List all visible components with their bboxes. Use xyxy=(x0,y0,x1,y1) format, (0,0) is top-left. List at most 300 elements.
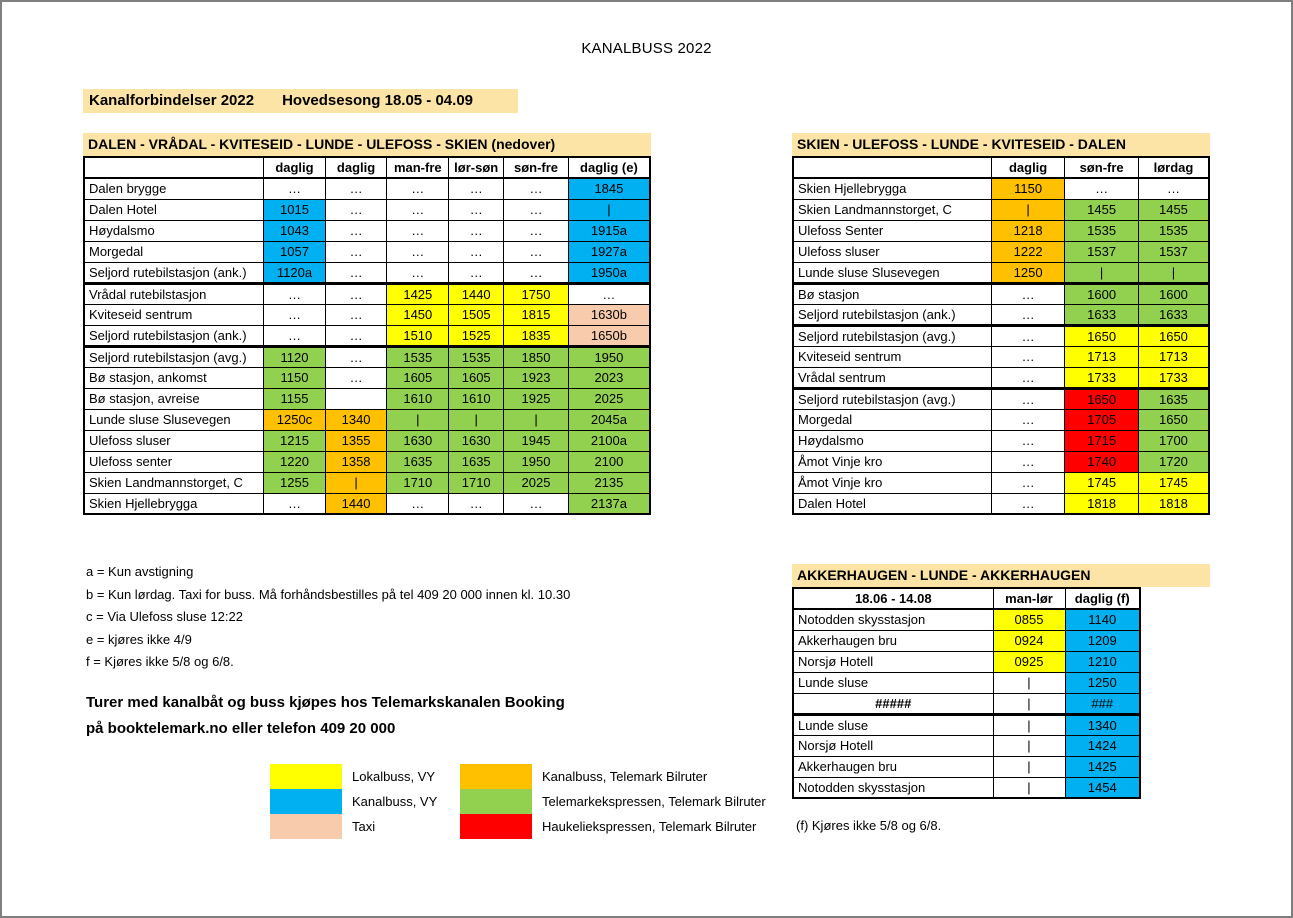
time-cell: 0925 xyxy=(993,651,1065,672)
timetable-up xyxy=(792,156,1210,515)
time-cell: ### xyxy=(1065,693,1140,714)
time-cell: 1440 xyxy=(449,283,504,304)
time-cell: | xyxy=(991,199,1064,220)
time-cell: 1425 xyxy=(1065,756,1140,777)
time-cell: … xyxy=(449,199,504,220)
timetable-row xyxy=(793,241,1209,262)
time-cell: | xyxy=(993,756,1065,777)
time-cell: … xyxy=(325,241,387,262)
timetable-down xyxy=(83,156,651,515)
timetable-row xyxy=(793,199,1209,220)
station-cell: Dalen brygge xyxy=(84,178,264,199)
time-cell: 1535 xyxy=(387,346,449,367)
time-cell: 1915a xyxy=(568,220,650,241)
time-cell: … xyxy=(991,388,1064,409)
time-cell: 1630b xyxy=(568,304,650,325)
time-cell: | xyxy=(993,735,1065,756)
time-cell: … xyxy=(325,262,387,283)
time-cell: … xyxy=(325,325,387,346)
time-cell: 1215 xyxy=(264,430,326,451)
time-cell: 1705 xyxy=(1065,409,1139,430)
timetable-akkerhaugen-block xyxy=(792,564,1210,799)
time-cell: 1635 xyxy=(449,451,504,472)
legend-column-1 xyxy=(270,764,437,839)
time-cell: 1633 xyxy=(1065,304,1139,325)
time-cell: … xyxy=(504,220,569,241)
station-cell: Ulefoss Senter xyxy=(793,220,991,241)
time-cell: … xyxy=(991,304,1064,325)
legend-label: Telemarkekspressen, Telemark Bilruter xyxy=(542,794,766,809)
station-cell: Høydalsmo xyxy=(84,220,264,241)
timetable-row xyxy=(793,178,1209,199)
time-cell: 1750 xyxy=(504,283,569,304)
station-cell: Høydalsmo xyxy=(793,430,991,451)
time-cell: | xyxy=(387,409,449,430)
timetable-row xyxy=(84,367,650,388)
station-cell: Vrådal sentrum xyxy=(793,367,991,388)
column-header: daglig xyxy=(264,157,326,178)
time-cell: 1635 xyxy=(1138,388,1209,409)
time-cell: 1713 xyxy=(1138,346,1209,367)
time-cell: 1440 xyxy=(325,493,387,514)
station-cell: Morgedal xyxy=(84,241,264,262)
legend-label: Haukeliekspressen, Telemark Bilruter xyxy=(542,819,757,834)
legend-item xyxy=(270,764,437,789)
time-cell: 1455 xyxy=(1065,199,1139,220)
timetable-row xyxy=(793,325,1209,346)
time-cell: 1630 xyxy=(449,430,504,451)
akkerhaugen-footnote: (f) Kjøres ikke 5/8 og 6/8. xyxy=(796,818,942,833)
time-cell: 1923 xyxy=(504,367,569,388)
timetable-row xyxy=(793,262,1209,283)
time-cell: 1057 xyxy=(264,241,326,262)
booking-line-1: Turer med kanalbåt og buss kjøpes hos Telemarkskanalen Booking xyxy=(86,694,565,711)
column-header: man-lør xyxy=(993,588,1065,609)
time-cell: 1155 xyxy=(264,388,326,409)
time-cell: 1945 xyxy=(504,430,569,451)
legend-item xyxy=(460,764,766,789)
time-cell: 1710 xyxy=(449,472,504,493)
time-cell: | xyxy=(993,693,1065,714)
time-cell: … xyxy=(387,262,449,283)
timetable-row xyxy=(84,178,650,199)
time-cell: 1650 xyxy=(1065,325,1139,346)
timetable-row xyxy=(84,388,650,409)
station-cell: Dalen Hotel xyxy=(793,493,991,514)
time-cell: 1925 xyxy=(504,388,569,409)
time-cell: 1818 xyxy=(1138,493,1209,514)
footnotes xyxy=(86,561,570,674)
time-cell: 2137a xyxy=(568,493,650,514)
time-cell: 1455 xyxy=(1138,199,1209,220)
station-cell: ##### xyxy=(793,693,993,714)
timetable-row xyxy=(793,735,1140,756)
time-cell: … xyxy=(325,220,387,241)
station-cell: Bø stasjon, ankomst xyxy=(84,367,264,388)
timetable-row xyxy=(793,430,1209,451)
time-cell: 1605 xyxy=(387,367,449,388)
station-cell: Notodden skysstasjon xyxy=(793,777,993,798)
timetable-row xyxy=(793,777,1140,798)
time-cell: 1635 xyxy=(387,451,449,472)
timetable-akkerhaugen-title: AKKERHAUGEN - LUNDE - AKKERHAUGEN xyxy=(792,564,1210,587)
season-header-right: Hovedsesong 18.05 - 04.09 xyxy=(282,92,474,109)
time-cell: | xyxy=(325,472,387,493)
time-cell: 1700 xyxy=(1138,430,1209,451)
footnote-line: c = Via Ulefoss sluse 12:22 xyxy=(86,609,243,624)
time-cell: … xyxy=(387,178,449,199)
column-header: daglig xyxy=(325,157,387,178)
time-cell: … xyxy=(991,325,1064,346)
time-cell: 2023 xyxy=(568,367,650,388)
station-cell: Seljord rutebilstasjon (ank.) xyxy=(84,325,264,346)
time-cell: 2025 xyxy=(568,388,650,409)
time-cell: 1454 xyxy=(1065,777,1140,798)
station-cell: Seljord rutebilstasjon (ank.) xyxy=(793,304,991,325)
timetable-row xyxy=(84,346,650,367)
timetable-row xyxy=(793,304,1209,325)
time-cell: 1358 xyxy=(325,451,387,472)
station-cell: Seljord rutebilstasjon (avg.) xyxy=(793,388,991,409)
time-cell: 1650 xyxy=(1138,325,1209,346)
booking-info xyxy=(86,690,565,742)
timetable-down-block xyxy=(83,133,651,515)
time-cell: 1250 xyxy=(991,262,1064,283)
station-cell: Lunde sluse xyxy=(793,672,993,693)
time-cell: 0924 xyxy=(993,630,1065,651)
legend-item xyxy=(460,814,766,839)
timetable-row xyxy=(793,346,1209,367)
time-cell: 1425 xyxy=(387,283,449,304)
time-cell: … xyxy=(264,178,326,199)
booking-line-2: på booktelemark.no eller telefon 409 20 000 xyxy=(86,720,396,737)
time-cell: 1950a xyxy=(568,262,650,283)
time-cell: 0855 xyxy=(993,609,1065,630)
timetable-row xyxy=(793,493,1209,514)
station-cell: Morgedal xyxy=(793,409,991,430)
time-cell: … xyxy=(449,262,504,283)
time-cell: 1815 xyxy=(504,304,569,325)
time-cell: … xyxy=(504,262,569,283)
time-cell: … xyxy=(991,346,1064,367)
time-cell: 1650 xyxy=(1065,388,1139,409)
time-cell: 1120a xyxy=(264,262,326,283)
peach-swatch-icon xyxy=(270,814,342,839)
time-cell: 2135 xyxy=(568,472,650,493)
column-header xyxy=(84,157,264,178)
time-cell: 1450 xyxy=(387,304,449,325)
time-cell: 1222 xyxy=(991,241,1064,262)
time-cell: 1605 xyxy=(449,367,504,388)
timetable-row xyxy=(793,672,1140,693)
footnote-line: f = Kjøres ikke 5/8 og 6/8. xyxy=(86,654,234,669)
time-cell: … xyxy=(991,283,1064,304)
timetable-row xyxy=(793,388,1209,409)
time-cell: 1250c xyxy=(264,409,326,430)
column-header: søn-fre xyxy=(1065,157,1139,178)
station-cell: Bø stasjon, avreise xyxy=(84,388,264,409)
yellow-swatch-icon xyxy=(270,764,342,789)
legend-item xyxy=(270,789,437,814)
timetable-up-title: SKIEN - ULEFOSS - LUNDE - KVITESEID - DALEN xyxy=(792,133,1210,156)
time-cell: 1818 xyxy=(1065,493,1139,514)
column-header: daglig xyxy=(991,157,1064,178)
footnote-line: a = Kun avstigning xyxy=(86,564,194,579)
time-cell: … xyxy=(325,199,387,220)
time-cell: … xyxy=(387,493,449,514)
time-cell: | xyxy=(568,199,650,220)
time-cell: … xyxy=(1138,178,1209,199)
time-cell: … xyxy=(449,241,504,262)
time-cell: 1710 xyxy=(387,472,449,493)
time-cell: … xyxy=(387,241,449,262)
legend-label: Taxi xyxy=(352,819,376,834)
time-cell: 2025 xyxy=(504,472,569,493)
time-cell: … xyxy=(325,304,387,325)
station-cell: Kviteseid sentrum xyxy=(793,346,991,367)
station-cell: Lunde sluse xyxy=(793,714,993,735)
station-cell: Vrådal rutebilstasjon xyxy=(84,283,264,304)
orange-swatch-icon xyxy=(460,764,532,789)
time-cell: 1535 xyxy=(1065,220,1139,241)
time-cell: 1745 xyxy=(1138,472,1209,493)
column-header xyxy=(793,157,991,178)
time-cell: 1505 xyxy=(449,304,504,325)
timetable-row xyxy=(84,304,650,325)
station-cell: Åmot Vinje kro xyxy=(793,472,991,493)
time-cell: 1740 xyxy=(1065,451,1139,472)
timetable-row xyxy=(84,241,650,262)
time-cell: 1630 xyxy=(387,430,449,451)
time-cell: 1150 xyxy=(264,367,326,388)
season-header-left: Kanalforbindelser 2022 xyxy=(89,92,255,109)
time-cell: 1255 xyxy=(264,472,326,493)
time-cell: 1340 xyxy=(325,409,387,430)
station-cell: Skien Landmannstorget, C xyxy=(793,199,991,220)
station-cell: Norsjø Hotell xyxy=(793,735,993,756)
time-cell: 1950 xyxy=(504,451,569,472)
time-cell: | xyxy=(1065,262,1139,283)
column-header: 18.06 - 14.08 xyxy=(793,588,993,609)
time-cell: … xyxy=(504,178,569,199)
legend-item xyxy=(270,814,437,839)
time-cell: … xyxy=(387,199,449,220)
time-cell: … xyxy=(449,178,504,199)
time-cell: … xyxy=(1065,178,1139,199)
green-swatch-icon xyxy=(460,789,532,814)
time-cell: | xyxy=(993,714,1065,735)
timetable-row xyxy=(84,199,650,220)
time-cell: … xyxy=(264,325,326,346)
time-cell: 1927a xyxy=(568,241,650,262)
timetable-row xyxy=(84,430,650,451)
time-cell: 1120 xyxy=(264,346,326,367)
footnote-line: b = Kun lørdag. Taxi for buss. Må forhåndsbestilles på tel 409 20 000 innen kl. 10.30 xyxy=(86,586,571,602)
legend-item xyxy=(460,789,766,814)
timetable-row xyxy=(793,756,1140,777)
time-cell: 1140 xyxy=(1065,609,1140,630)
timetable-row xyxy=(793,451,1209,472)
timetable-row xyxy=(84,493,650,514)
station-cell: Lunde sluse Slusevegen xyxy=(793,262,991,283)
station-cell: Dalen Hotel xyxy=(84,199,264,220)
time-cell: 1537 xyxy=(1065,241,1139,262)
time-cell: | xyxy=(504,409,569,430)
time-cell: | xyxy=(993,777,1065,798)
time-cell: 1713 xyxy=(1065,346,1139,367)
time-cell: … xyxy=(504,241,569,262)
time-cell: 1845 xyxy=(568,178,650,199)
time-cell: 1209 xyxy=(1065,630,1140,651)
time-cell: 1250 xyxy=(1065,672,1140,693)
time-cell: 1600 xyxy=(1138,283,1209,304)
time-cell: 1220 xyxy=(264,451,326,472)
station-cell: Ulefoss senter xyxy=(84,451,264,472)
time-cell: … xyxy=(387,220,449,241)
time-cell: … xyxy=(325,346,387,367)
time-cell: … xyxy=(325,367,387,388)
blue-swatch-icon xyxy=(270,789,342,814)
timetable-row xyxy=(793,693,1140,714)
time-cell: … xyxy=(991,409,1064,430)
timetable-row xyxy=(793,472,1209,493)
column-header: man-fre xyxy=(387,157,449,178)
legend-label: Kanalbuss, VY xyxy=(352,794,438,809)
time-cell: | xyxy=(449,409,504,430)
column-header: daglig (e) xyxy=(568,157,650,178)
time-cell: 1525 xyxy=(449,325,504,346)
time-cell: … xyxy=(991,493,1064,514)
time-cell: … xyxy=(325,283,387,304)
timetable-row xyxy=(84,472,650,493)
legend-column-2 xyxy=(460,764,766,839)
station-cell: Skien Hjellebrygga xyxy=(793,178,991,199)
timetable-row xyxy=(84,409,650,430)
time-cell: … xyxy=(568,283,650,304)
time-cell: … xyxy=(504,199,569,220)
station-cell: Norsjø Hotell xyxy=(793,651,993,672)
time-cell: 1610 xyxy=(387,388,449,409)
time-cell: 1340 xyxy=(1065,714,1140,735)
time-cell: 1633 xyxy=(1138,304,1209,325)
time-cell: … xyxy=(991,472,1064,493)
time-cell: | xyxy=(993,672,1065,693)
legend-label: Kanalbuss, Telemark Bilruter xyxy=(542,769,708,784)
time-cell: … xyxy=(264,304,326,325)
column-header: daglig (f) xyxy=(1065,588,1140,609)
timetable-row xyxy=(84,451,650,472)
time-cell: | xyxy=(1138,262,1209,283)
timetable-row xyxy=(793,609,1140,630)
timetable-down-title: DALEN - VRÅDAL - KVITESEID - LUNDE - ULEFOSS - SKIEN (nedover) xyxy=(83,133,651,156)
time-cell: … xyxy=(991,451,1064,472)
station-cell: Notodden skysstasjon xyxy=(793,609,993,630)
station-cell: Åmot Vinje kro xyxy=(793,451,991,472)
page-title: KANALBUSS 2022 xyxy=(581,40,712,57)
time-cell: 1218 xyxy=(991,220,1064,241)
legend-label: Lokalbuss, VY xyxy=(352,769,436,784)
station-cell: Ulefoss sluser xyxy=(793,241,991,262)
time-cell: … xyxy=(449,493,504,514)
time-cell: 1745 xyxy=(1065,472,1139,493)
time-cell: 1950 xyxy=(568,346,650,367)
time-cell: … xyxy=(449,220,504,241)
timetable-up-block xyxy=(792,133,1210,515)
time-cell: 1355 xyxy=(325,430,387,451)
time-cell: 1210 xyxy=(1065,651,1140,672)
time-cell: 1535 xyxy=(449,346,504,367)
station-cell: Bø stasjon xyxy=(793,283,991,304)
timetable-row xyxy=(84,283,650,304)
timetable-row xyxy=(84,325,650,346)
time-cell: 1850 xyxy=(504,346,569,367)
time-cell: 1733 xyxy=(1138,367,1209,388)
time-cell: … xyxy=(264,283,326,304)
station-cell: Seljord rutebilstasjon (avg.) xyxy=(793,325,991,346)
time-cell: 1600 xyxy=(1065,283,1139,304)
station-cell: Ulefoss sluser xyxy=(84,430,264,451)
season-header-bar xyxy=(83,89,518,113)
time-cell: … xyxy=(264,493,326,514)
time-cell: … xyxy=(991,367,1064,388)
timetable-akkerhaugen xyxy=(792,587,1141,799)
timetable-row xyxy=(84,262,650,283)
station-cell: Akkerhaugen bru xyxy=(793,756,993,777)
time-cell: 2100a xyxy=(568,430,650,451)
column-header: søn-fre xyxy=(504,157,569,178)
time-cell: 2045a xyxy=(568,409,650,430)
timetable-row xyxy=(793,630,1140,651)
time-cell: 1715 xyxy=(1065,430,1139,451)
time-cell: 1650 xyxy=(1138,409,1209,430)
station-cell: Kviteseid sentrum xyxy=(84,304,264,325)
time-cell: … xyxy=(325,178,387,199)
timetable-row xyxy=(793,714,1140,735)
timetable-row xyxy=(793,367,1209,388)
timetable-row xyxy=(793,409,1209,430)
time-cell: 1424 xyxy=(1065,735,1140,756)
timetable-row xyxy=(793,651,1140,672)
time-cell: 1015 xyxy=(264,199,326,220)
time-cell: 1043 xyxy=(264,220,326,241)
column-header: lør-søn xyxy=(449,157,504,178)
column-header: lørdag xyxy=(1138,157,1209,178)
footnote-line: e = kjøres ikke 4/9 xyxy=(86,631,192,647)
time-cell: 1535 xyxy=(1138,220,1209,241)
time-cell: 1835 xyxy=(504,325,569,346)
time-cell: … xyxy=(504,493,569,514)
red-swatch-icon xyxy=(460,814,532,839)
time-cell: 1150 xyxy=(991,178,1064,199)
time-cell: 1720 xyxy=(1138,451,1209,472)
timetable-row xyxy=(84,220,650,241)
time-cell: 1610 xyxy=(449,388,504,409)
timetable-row xyxy=(793,220,1209,241)
station-cell: Skien Hjellebrygga xyxy=(84,493,264,514)
station-cell: Akkerhaugen bru xyxy=(793,630,993,651)
station-cell: Lunde sluse Slusevegen xyxy=(84,409,264,430)
time-cell xyxy=(325,388,387,409)
station-cell: Seljord rutebilstasjon (ank.) xyxy=(84,262,264,283)
time-cell: 1510 xyxy=(387,325,449,346)
station-cell: Seljord rutebilstasjon (avg.) xyxy=(84,346,264,367)
time-cell: 1650b xyxy=(568,325,650,346)
time-cell: … xyxy=(991,430,1064,451)
time-cell: 1537 xyxy=(1138,241,1209,262)
time-cell: 2100 xyxy=(568,451,650,472)
station-cell: Skien Landmannstorget, C xyxy=(84,472,264,493)
timetable-row xyxy=(793,283,1209,304)
